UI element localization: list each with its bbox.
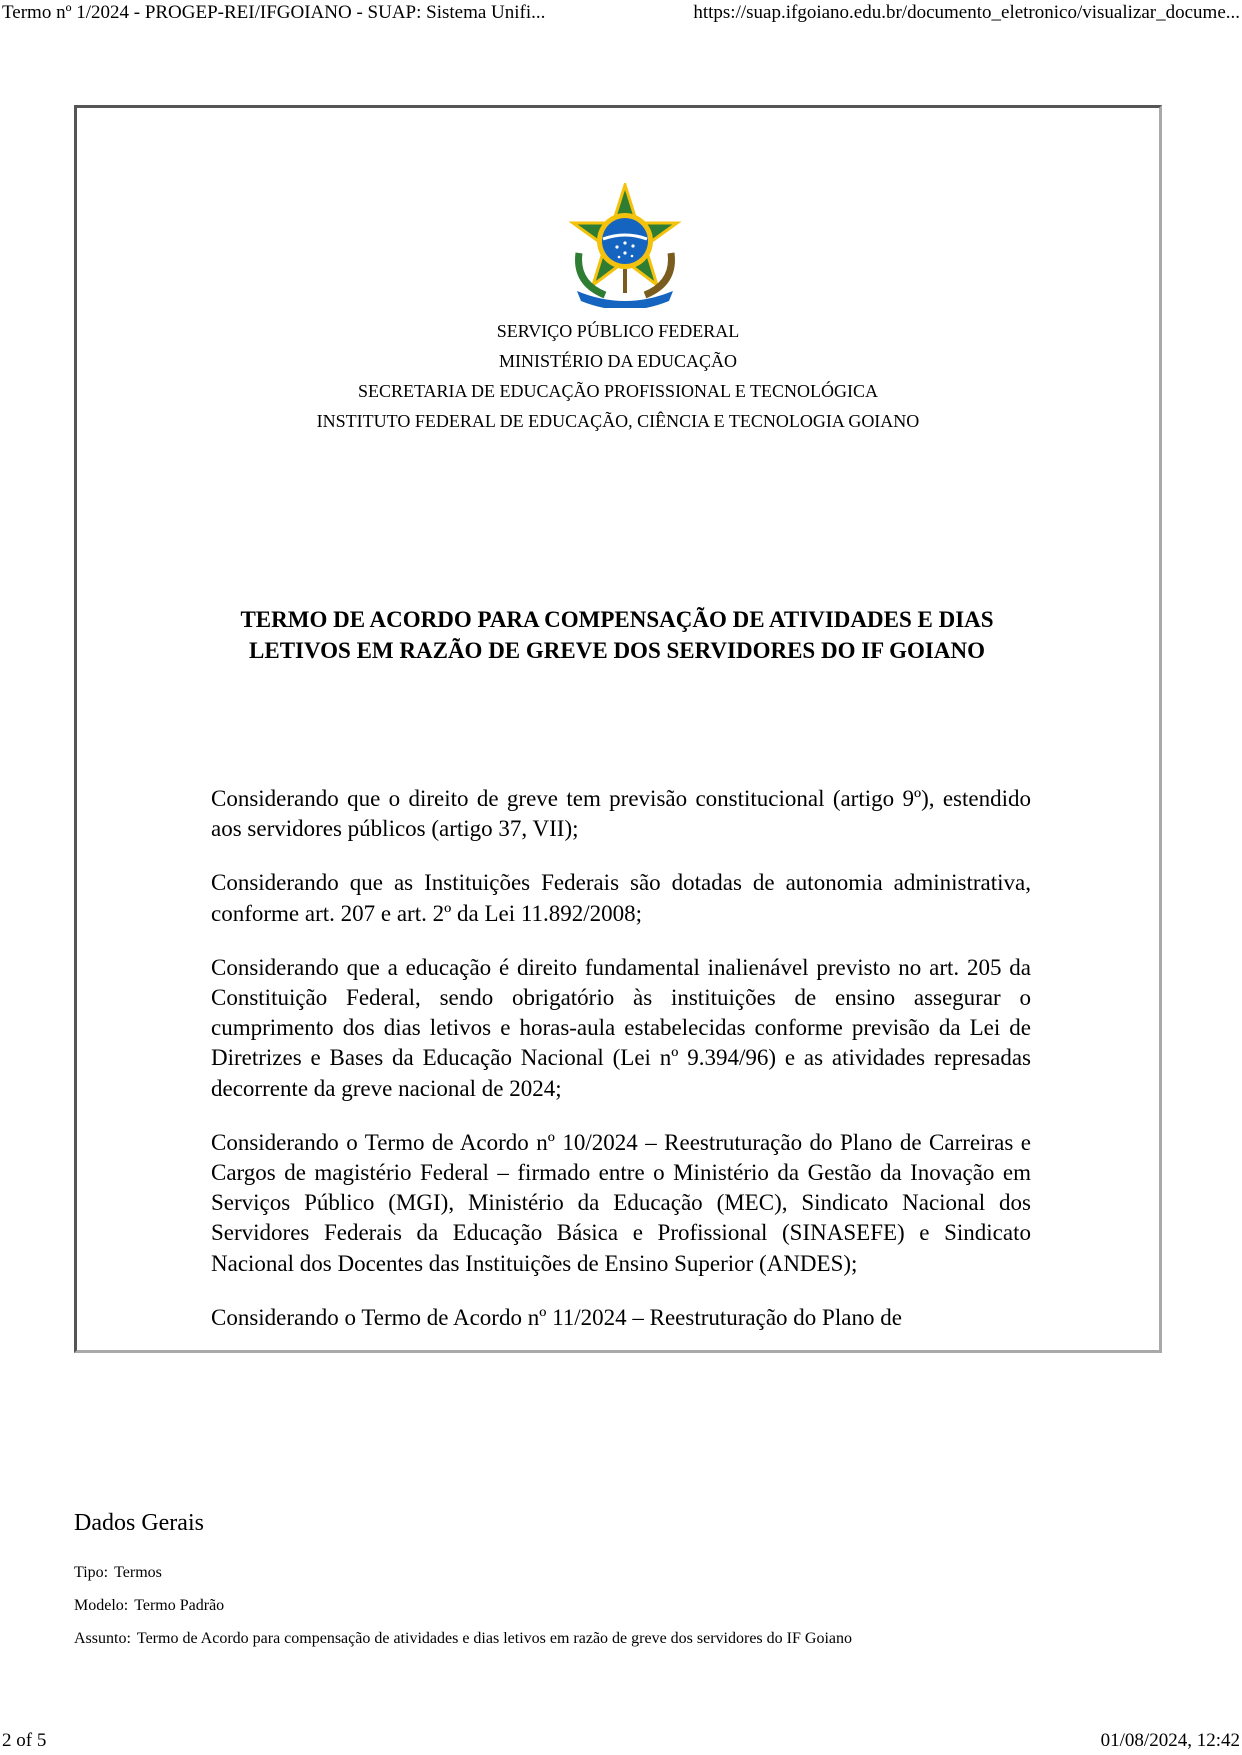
dados-gerais-heading: Dados Gerais: [74, 1510, 204, 1536]
field-value: Termo de Acordo para compensação de atividades e dias letivos em razão de greve dos servidores do IF Goiano: [136, 1630, 852, 1647]
header-line: INSTITUTO FEDERAL DE EDUCAÇÃO, CIÊNCIA E TECNOLOGIA GOIANO: [316, 411, 920, 431]
field-assunto: [74, 1629, 852, 1649]
header-line: SERVIÇO PÚBLICO FEDERAL: [496, 321, 740, 341]
field-value: Termos: [114, 1564, 162, 1581]
field-modelo: [74, 1596, 224, 1616]
header-line: MINISTÉRIO DA EDUCAÇÃO: [499, 351, 737, 371]
field-label: Tipo:: [74, 1564, 109, 1581]
field-tipo: [74, 1563, 162, 1583]
print-header-title: Termo nº 1/2024 - PROGEP-REI/IFGOIANO - SUAP: Sistema Unifi...: [2, 2, 546, 23]
body-paragraph: Considerando que as Instituições Federais são dotadas de autonomia administrativa, conforme art. 207 e art. 2º da Lei 11.892/2008;: [211, 870, 1031, 926]
print-header: [0, 0, 1242, 30]
print-footer: [0, 1728, 1242, 1755]
body-paragraph: Considerando que o direito de greve tem previsão constitucional (artigo 9º), estendido aos servidores públicos (artigo 37, VII);: [211, 786, 1031, 842]
field-label: Modelo:: [74, 1597, 129, 1614]
page-counter: 2 of 5: [2, 1730, 47, 1751]
field-value: Termo Padrão: [134, 1597, 225, 1614]
print-header-url: https://suap.ifgoiano.edu.br/documento_eletronico/visualizar_docume...: [693, 2, 1240, 23]
document-body: [211, 784, 1031, 1353]
brazil-coat-of-arms-icon: [565, 183, 685, 308]
print-datetime: 01/08/2024, 12:42: [1100, 1730, 1240, 1751]
body-paragraph: Considerando o Termo de Acordo nº 11/2024 – Reestruturação do Plano de: [211, 1304, 902, 1330]
field-label: Assunto:: [74, 1630, 131, 1647]
document-title: TERMO DE ACORDO PARA COMPENSAÇÃO DE ATIVIDADES E DIAS LETIVOS EM RAZÃO DE GREVE DOS SERVIDORES DO IF GOIANO: [240, 607, 994, 663]
body-paragraph: Considerando o Termo de Acordo nº 10/2024 – Reestruturação do Plano de Carreiras e Cargos de magistério Federal – firmado entre o Ministério da Gestão da Inovação em Serviços Público (MGI), Ministério da Educação (MEC), Sindicato Nacional dos Servidores Federais da Educação Básica e Profissional (SINASEFE) e Sindicato Nacional dos Docentes das Instituições de Ensino Superior (ANDES);: [211, 1129, 1031, 1276]
document-preview-frame[interactable]: [74, 105, 1162, 1353]
document-header: [77, 316, 1159, 436]
header-line: SECRETARIA DE EDUCAÇÃO PROFISSIONAL E TECNOLÓGICA: [357, 381, 879, 401]
body-paragraph: Considerando que a educação é direito fundamental inalienável previsto no art. 205 da Constituição Federal, sendo obrigatório às instituições de ensino assegurar o cumprimento dos dias letivos e horas-aula estabelecidas conforme previsão da Lei de Diretrizes e Bases da Educação Nacional (Lei nº 9.394/96) e as atividades represadas decorrente da greve nacional de 2024;: [211, 954, 1031, 1101]
